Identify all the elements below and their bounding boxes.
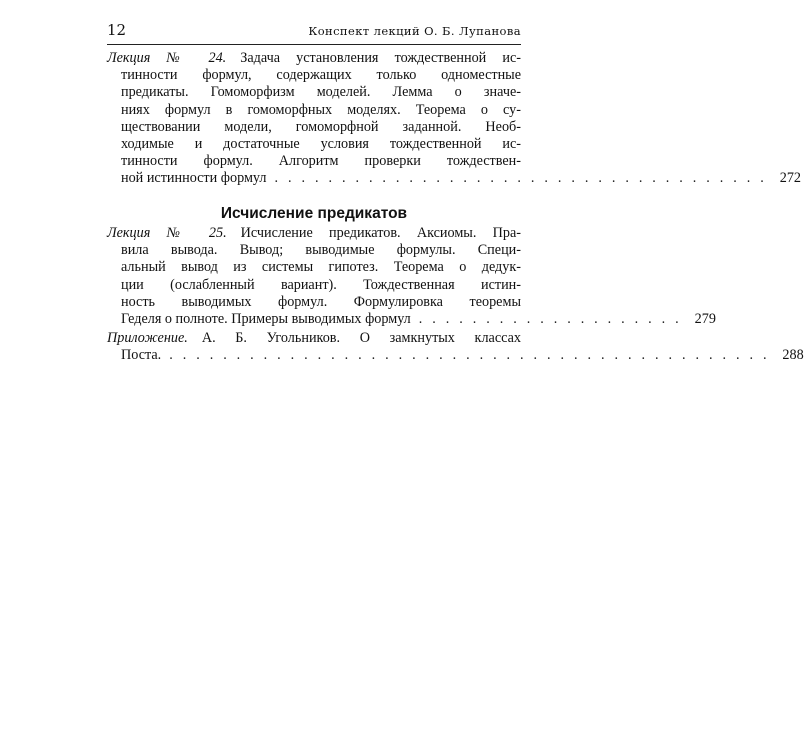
toc-line: Лекция № 25. Исчисление предикатов. Аксиомы. Пра- (107, 225, 521, 241)
page-ref: 279 (694, 310, 716, 327)
toc-line: предикаты. Гомоморфизм моделей. Лемма о значе- (121, 84, 521, 101)
toc-line: ниях формул в гомоморфных моделях. Теорема о су- (121, 101, 521, 118)
entry-lead: Лекция № 25. (107, 225, 227, 241)
running-header (107, 20, 521, 45)
toc-last-line (107, 347, 804, 364)
page-number: 12 (107, 21, 127, 39)
entry-lead: Лекция № 24. (107, 50, 227, 66)
toc-entry-lecture-25 (107, 225, 716, 328)
toc-line: Поста. (121, 347, 162, 364)
toc-line: ной истинности формул (121, 170, 267, 187)
running-title: Конспект лекций О. Б. Лупанова (308, 24, 521, 38)
toc-line: ходимые и достаточные условия тождественной ис- (121, 135, 521, 152)
leader-dots: . . . . . . . . . . . . . . . . . . . . (418, 310, 682, 327)
toc-line: ции (ослабленный вариант). Тождественная истин- (121, 276, 521, 293)
page-ref: 272 (779, 170, 802, 187)
toc-line: ществовании модели, гомоморфной заданной. Необ- (121, 118, 521, 135)
toc-line: ность выводимых формул. Формулировка теоремы (121, 293, 521, 310)
toc-line: тинности формул, содержащих только одноместные (121, 67, 521, 84)
entry-lead: Приложение. (107, 330, 188, 346)
toc-entry-lecture-24 (107, 50, 802, 188)
toc-line: вила вывода. Вывод; выводимые формулы. Специ- (121, 242, 521, 259)
toc-last-line (107, 310, 716, 328)
toc-line: Геделя о полноте. Примеры выводимых формул (121, 310, 411, 327)
toc-line: альный вывод из системы гипотез. Теорема о дедук- (121, 259, 521, 276)
leader-dots: . . . . . . . . . . . . . . . . . . . . . . . . . . . . . . . . . . . . . (274, 170, 768, 187)
leader-dots: . . . . . . . . . . . . . . . . . . . . . . . . . . . . . . . . . . . . . . . . . . . . . (169, 347, 770, 364)
section-heading: Исчисление предикатов (220, 205, 408, 222)
toc-line: Приложение. А. Б. Угольников. О замкнутых классах (107, 330, 521, 346)
toc-line: тинности формул. Алгоритм проверки тождествен- (121, 153, 521, 170)
toc-entry-appendix (107, 330, 804, 364)
toc-line: Лекция № 24. Задача установления тождественной ис- (107, 50, 521, 66)
page-ref: 288 (782, 347, 804, 364)
toc-last-line (107, 170, 802, 187)
